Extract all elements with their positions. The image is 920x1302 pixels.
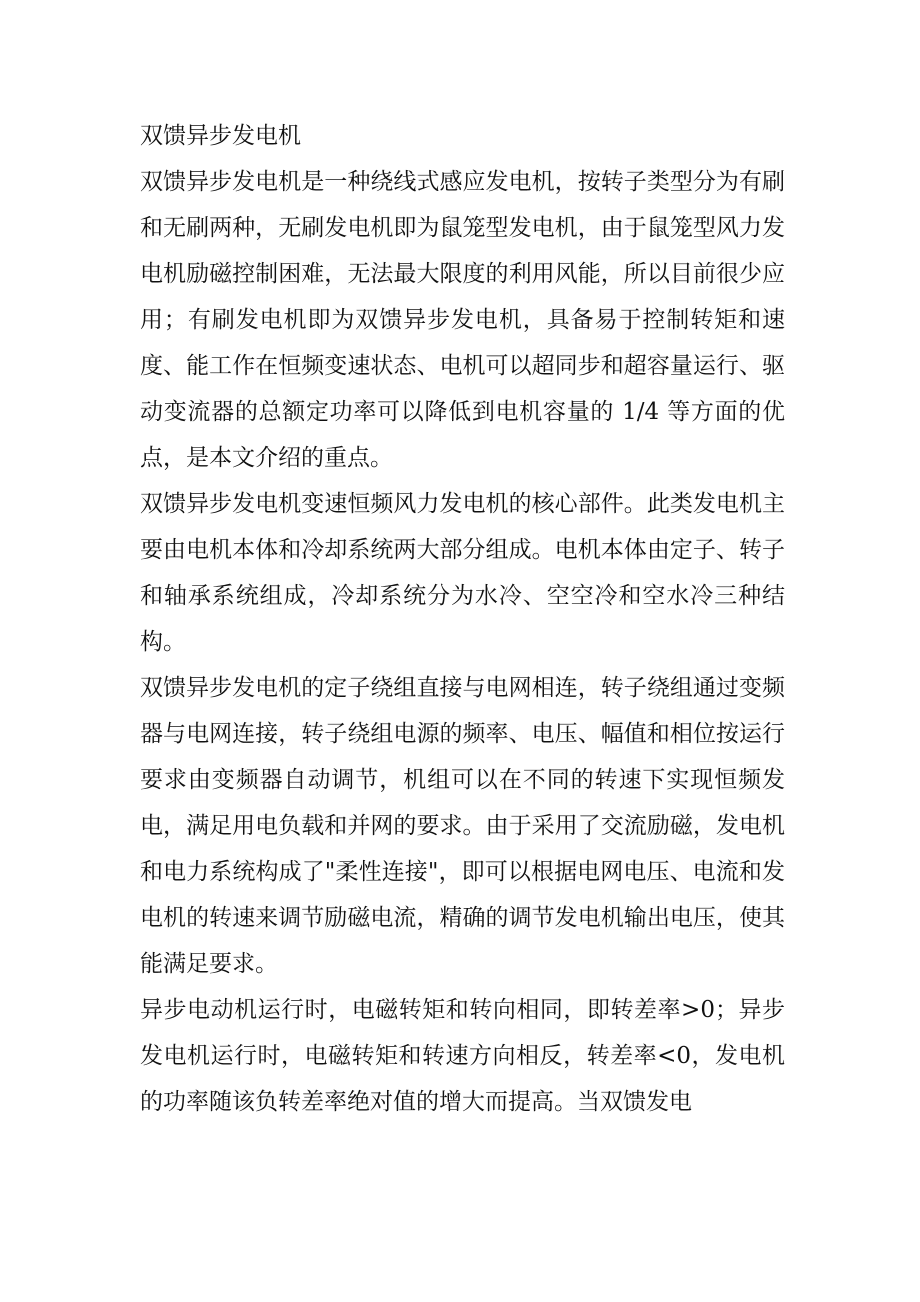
paragraph-core-component: 双馈异步发电机变速恒频风力发电机的核心部件。此类发电机主要由电机本体和冷却系统两大部分组成。电机本体由定子、转子和轴承系统组成，冷却系统分为水冷、空空冷和空水冷三种结构。 <box>140 491 785 655</box>
paragraph-grid-connection: 双馈异步发电机的定子绕组直接与电网相连，转子绕组通过变频器与电网连接，转子绕组电源的频率、电压、幅值和相位按运行要求由变频器自动调节，机组可以在不同的转速下实现恒频发电，满足用电负载和并网的要求。由于采用了交流励磁，发电机和电力系统构成了"柔性连接"，即可以根据电网电压、电流和发电机的转速来调节励磁电流，精确的调节发电机输出电压，使其能满足要求。 <box>140 675 785 977</box>
paragraph-intro: 双馈异步发电机是一种绕线式感应发电机，按转子类型分为有刷和无刷两种，无刷发电机即为鼠笼型发电机，由于鼠笼型风力发电机励磁控制困难，无法最大限度的利用风能，所以目前很少应用；有刷发电机即为双馈异步发电机，具备易于控制转矩和速度、能工作在恒频变速状态、电机可以超同步和超容量运行、驱动变流器的总额定功率可以降低到电机容量的 1/4 等方面的优点，是本文介绍的重点。 <box>140 169 785 471</box>
document-title: 双馈异步发电机 <box>140 123 301 149</box>
document-body <box>140 113 785 1125</box>
paragraph-slip-operation: 异步电动机运行时，电磁转矩和转向相同，即转差率>0；异步发电机运行时，电磁转矩和转速方向相反，转差率<0，发电机的功率随该负转差率绝对值的增大而提高。当双馈发电 <box>140 997 785 1115</box>
